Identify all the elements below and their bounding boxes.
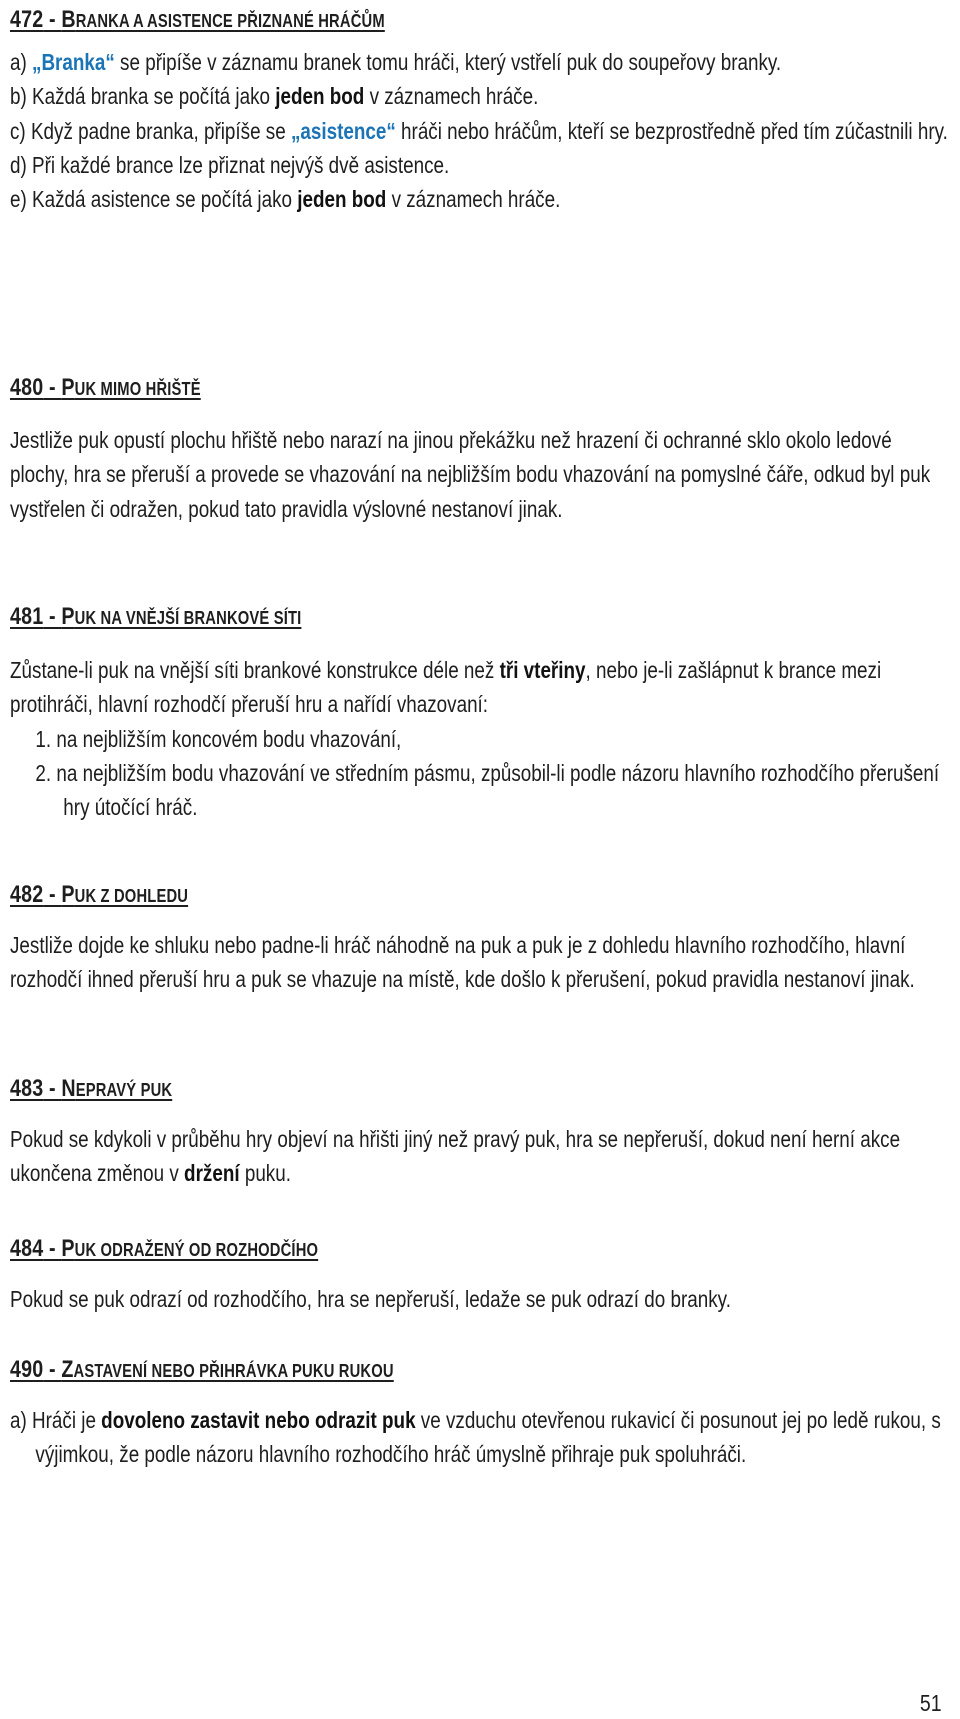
section-heading-490: 490 - ZASTAVENÍ NEBO PŘIHRÁVKA PUKU RUKOU (10, 1356, 394, 1383)
section-heading-480: 480 - PUK MIMO HŘIŠTĚ (10, 374, 201, 401)
numbered-item-2: 2. na nejbližším bodu vhazování ve středním pásmu, způsobil-li podle názoru hlavního rozhodčího přerušení hry útočící hráč. (35, 759, 940, 821)
list-item-a: a) „Branka“ se připíše v záznamu branek tomu hráči, který vstřelí puk do soupeřovy branky. (10, 49, 782, 75)
section-heading-482: 482 - PUK Z DOHLEDU (10, 881, 189, 908)
numbered-item-1: 1. na nejbližším koncovém bodu vhazování, (35, 725, 402, 752)
list-item-d: d) Při každé brance lze přiznat nejvýš dvě asistence. (10, 151, 450, 178)
section-body-481 (10, 653, 949, 824)
section-paragraph-480: Jestliže puk opustí plochu hřiště nebo narazí na jinou překážku než hrazení či ochranné sklo okolo ledové plochy, hra se přeruší a provede se vhazování na nejbližším bodu vhazování na pomyslné čáře, odkud byl puk vystřelen či odražen, pokud tato pravidla výslovné nestanoví jinak. (10, 427, 931, 522)
list-item-e: e) Každá asistence se počítá jako jeden bod v záznamech hráče. (10, 186, 561, 213)
section-paragraph: Zůstane-li puk na vnější síti brankové konstrukce déle než tři vteřiny, nebo je-li zašlápnut k brance mezi protihráči, hlavní rozhodčí přeruší hru a nařídí vhazovaní: (10, 657, 882, 718)
list-item-c: c) Když padne branka, připíše se „asistence“ hráči nebo hráčům, kteří se bezprostředně před tím zúčastnili hry. (10, 117, 948, 144)
section-body-490 (10, 1403, 949, 1472)
section-paragraph-483: Pokud se kdykoli v průběhu hry objeví na hřišti jiný než pravý puk, hra se nepřeruší, dokud není herní akce ukončena změnou v držení puku. (10, 1126, 901, 1187)
section-paragraph-484: Pokud se puk odrazí od rozhodčího, hra se nepřeruší, ledaže se puk odrazí do branky. (10, 1286, 731, 1312)
section-body-472 (10, 45, 949, 216)
list-item-a: a) Hráči je dovoleno zastavit nebo odrazit puk ve vzduchu otevřenou rukavicí či posunout jej po ledě rukou, s výjimkou, že podle názoru hlavního rozhodčího hráč úmyslně přihraje puk spoluhráči. (10, 1407, 941, 1468)
title-initial: B (61, 6, 76, 33)
section-heading-481: 481 - PUK NA VNĚJŠÍ BRANKOVÉ SÍTI (10, 603, 302, 630)
section-paragraph-482: Jestliže dojde ke shluku nebo padne-li hráč náhodně na puk a puk je z dohledu hlavního rozhodčího, hlavní rozhodčí ihned přeruší hru a puk se vhazuje na místě, kde došlo k přerušení, pokud pravidla nestanoví jinak. (10, 932, 915, 993)
list-item-b: b) Každá branka se počítá jako jeden bod v záznamech hráče. (10, 83, 539, 110)
section-number: 472 (10, 6, 44, 33)
section-heading-484: 484 - PUK ODRAŽENÝ OD ROZHODČÍHO (10, 1235, 319, 1262)
section-heading-472: 472 - BRANKA A ASISTENCE PŘIZNANÉ HRÁČŮM (10, 6, 385, 33)
title-rest: RANKA A ASISTENCE PŘIZNANÉ HRÁČŮM (75, 11, 385, 31)
section-heading-483: 483 - NEPRAVÝ PUK (10, 1075, 173, 1102)
page-number: 51 (920, 1690, 942, 1716)
